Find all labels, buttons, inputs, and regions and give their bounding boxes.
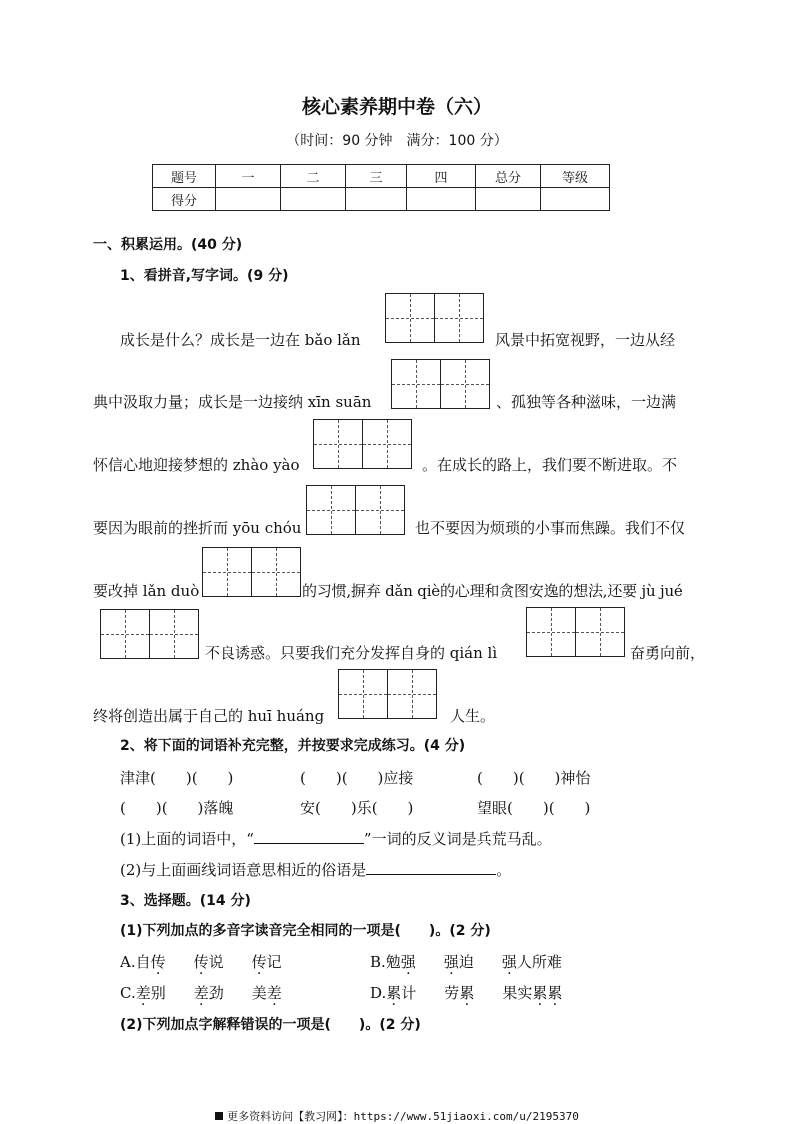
score-table-score-row xyxy=(153,188,610,211)
section-1-heading: 一、积累运用。(40 分) xyxy=(93,237,243,253)
dotted-char: 传 xyxy=(193,953,209,971)
q2-item-2-post: 。 xyxy=(496,861,512,879)
dotted-char: 强 xyxy=(443,953,459,971)
idiom-blank[interactable]: 望眼( )( ) xyxy=(477,799,591,817)
q1-line-7-pre: 终将创造出属于自己的 huī huáng xyxy=(93,707,325,725)
q1-line-7-post: 人生。 xyxy=(450,707,496,725)
dotted-char: 差 xyxy=(193,984,209,1002)
dotted-char: 强 xyxy=(400,953,416,971)
score-cell[interactable] xyxy=(541,188,610,211)
score-table-header: 四 xyxy=(407,165,476,188)
q1-line-6-mid: 不良诱惑。只要我们充分发挥自身的 qián lì xyxy=(205,644,498,662)
writing-box-baolan[interactable] xyxy=(385,293,484,343)
option-text: 劲 xyxy=(208,984,224,1002)
option-text: 果实 xyxy=(502,984,533,1002)
q1-line-2-pre: 典中汲取力量；成长是一边接纳 xīn suān xyxy=(93,393,372,411)
score-cell[interactable] xyxy=(216,188,281,211)
option-text: 别 xyxy=(150,984,166,1002)
q1-line-4-post: 也不要因为烦琐的小事而焦躁。我们不仅 xyxy=(415,519,686,537)
q1-line-3-post: 。在成长的路上，我们要不断进取。不 xyxy=(422,456,678,474)
idiom-blank[interactable]: 津津( )( ) xyxy=(120,769,234,787)
exam-subtitle: （时间：90 分钟 满分：100 分） xyxy=(286,133,508,149)
dotted-char: 差 xyxy=(135,984,151,1002)
q3-sub-1: (1)下列加点的多音字读音完全相同的一项是( )。(2 分) xyxy=(120,923,491,939)
score-cell[interactable] xyxy=(346,188,407,211)
writing-box-qianli[interactable] xyxy=(526,607,625,657)
score-row-label: 得分 xyxy=(153,188,216,211)
option-text: 美 xyxy=(251,984,267,1002)
dotted-char: 强 xyxy=(501,953,517,971)
writing-box-huihuang[interactable] xyxy=(338,669,437,719)
q1-line-6-post: 奋勇向前， xyxy=(630,644,706,662)
question-1-heading: 1、看拼音,写字词。(9 分) xyxy=(120,268,289,284)
q3-sub-2: (2)下列加点字解释错误的一项是( )。(2 分) xyxy=(120,1017,421,1033)
option-text: 迫 xyxy=(458,953,474,971)
dotted-char: 差 xyxy=(266,984,282,1002)
option-text: C. xyxy=(120,984,136,1002)
option-text: 记 xyxy=(266,953,282,971)
idiom-blank[interactable]: ( )( )应接 xyxy=(300,769,414,787)
q2-item-1-post: ”一词的反义词是兵荒马乱。 xyxy=(363,830,552,848)
option-b[interactable] xyxy=(370,951,562,972)
score-table-header: 三 xyxy=(346,165,407,188)
q1-line-5-post: 的习惯,摒弃 dǎn qiè的心理和贪图安逸的想法,还要 jù jué xyxy=(302,582,683,600)
question-3-heading: 3、选择题。(14 分) xyxy=(120,893,251,909)
footer-link[interactable]: 更多资料访问【教习网】：https://www.51jiaoxi.com/u/2195370 xyxy=(227,1110,579,1123)
q1-line-1-pre: 成长是什么？成长是一边在 bǎo lǎn xyxy=(120,331,361,349)
footer xyxy=(0,1108,794,1124)
flag-icon xyxy=(215,1112,223,1120)
q2-item-1 xyxy=(120,828,552,849)
score-table xyxy=(152,164,610,211)
option-text: 人所难 xyxy=(516,953,562,971)
writing-box-jujue[interactable] xyxy=(100,609,199,659)
answer-line[interactable] xyxy=(366,860,496,875)
idiom-blank-underlined[interactable]: ( )( )落魄 xyxy=(120,799,234,817)
dotted-char: 累 xyxy=(532,984,548,1002)
writing-box-zhaoyao[interactable] xyxy=(313,419,412,469)
q2-item-2 xyxy=(120,859,511,880)
dotted-char: 累 xyxy=(547,984,563,1002)
score-table-header: 总分 xyxy=(476,165,541,188)
score-cell[interactable] xyxy=(476,188,541,211)
exam-title: 核心素养期中卷（六） xyxy=(301,96,492,118)
dotted-char: 传 xyxy=(150,953,166,971)
idiom-blank[interactable]: ( )( )神怡 xyxy=(477,769,591,787)
q1-line-1-post: 风景中拓宽视野，一边从经 xyxy=(495,331,676,349)
answer-line[interactable] xyxy=(254,829,364,844)
question-2-heading: 2、将下面的词语补充完整，并按要求完成练习。(4 分) xyxy=(120,738,466,754)
q1-line-4-pre: 要因为眼前的挫折而 yōu chóu xyxy=(93,519,302,537)
score-cell[interactable] xyxy=(281,188,346,211)
writing-box-landuo[interactable] xyxy=(202,547,301,597)
dotted-char: 累 xyxy=(386,984,402,1002)
option-a[interactable] xyxy=(120,951,282,972)
writing-box-youchou[interactable] xyxy=(306,485,405,535)
score-table-header: 题号 xyxy=(153,165,216,188)
dotted-char: 传 xyxy=(251,953,267,971)
idiom-blank[interactable]: 安( )乐( ) xyxy=(300,799,414,817)
option-c[interactable] xyxy=(120,982,282,1003)
score-table-header-row xyxy=(153,165,610,188)
score-cell[interactable] xyxy=(407,188,476,211)
score-table-header: 等级 xyxy=(541,165,610,188)
q1-line-5-pre: 要改掉 lǎn duò xyxy=(93,582,200,600)
q1-line-3-pre: 怀信心地迎接梦想的 zhào yào xyxy=(93,456,300,474)
q2-item-1-pre: (1)上面的词语中，“ xyxy=(120,830,254,848)
option-text: A.自 xyxy=(120,953,151,971)
score-table-header: 二 xyxy=(281,165,346,188)
option-text: D. xyxy=(370,984,387,1002)
option-d[interactable] xyxy=(370,982,562,1003)
writing-box-xinsuan[interactable] xyxy=(391,359,490,409)
dotted-char: 累 xyxy=(459,984,475,1002)
q2-item-2-pre: (2)与上面画线词语意思相近的俗语是 xyxy=(120,861,367,879)
option-text: 计 xyxy=(401,984,417,1002)
score-table-header: 一 xyxy=(216,165,281,188)
option-text: 劳 xyxy=(444,984,460,1002)
option-text: 说 xyxy=(208,953,224,971)
option-text: B.勉 xyxy=(370,953,401,971)
q1-line-2-post: 、孤独等各种滋味，一边满 xyxy=(496,393,677,411)
